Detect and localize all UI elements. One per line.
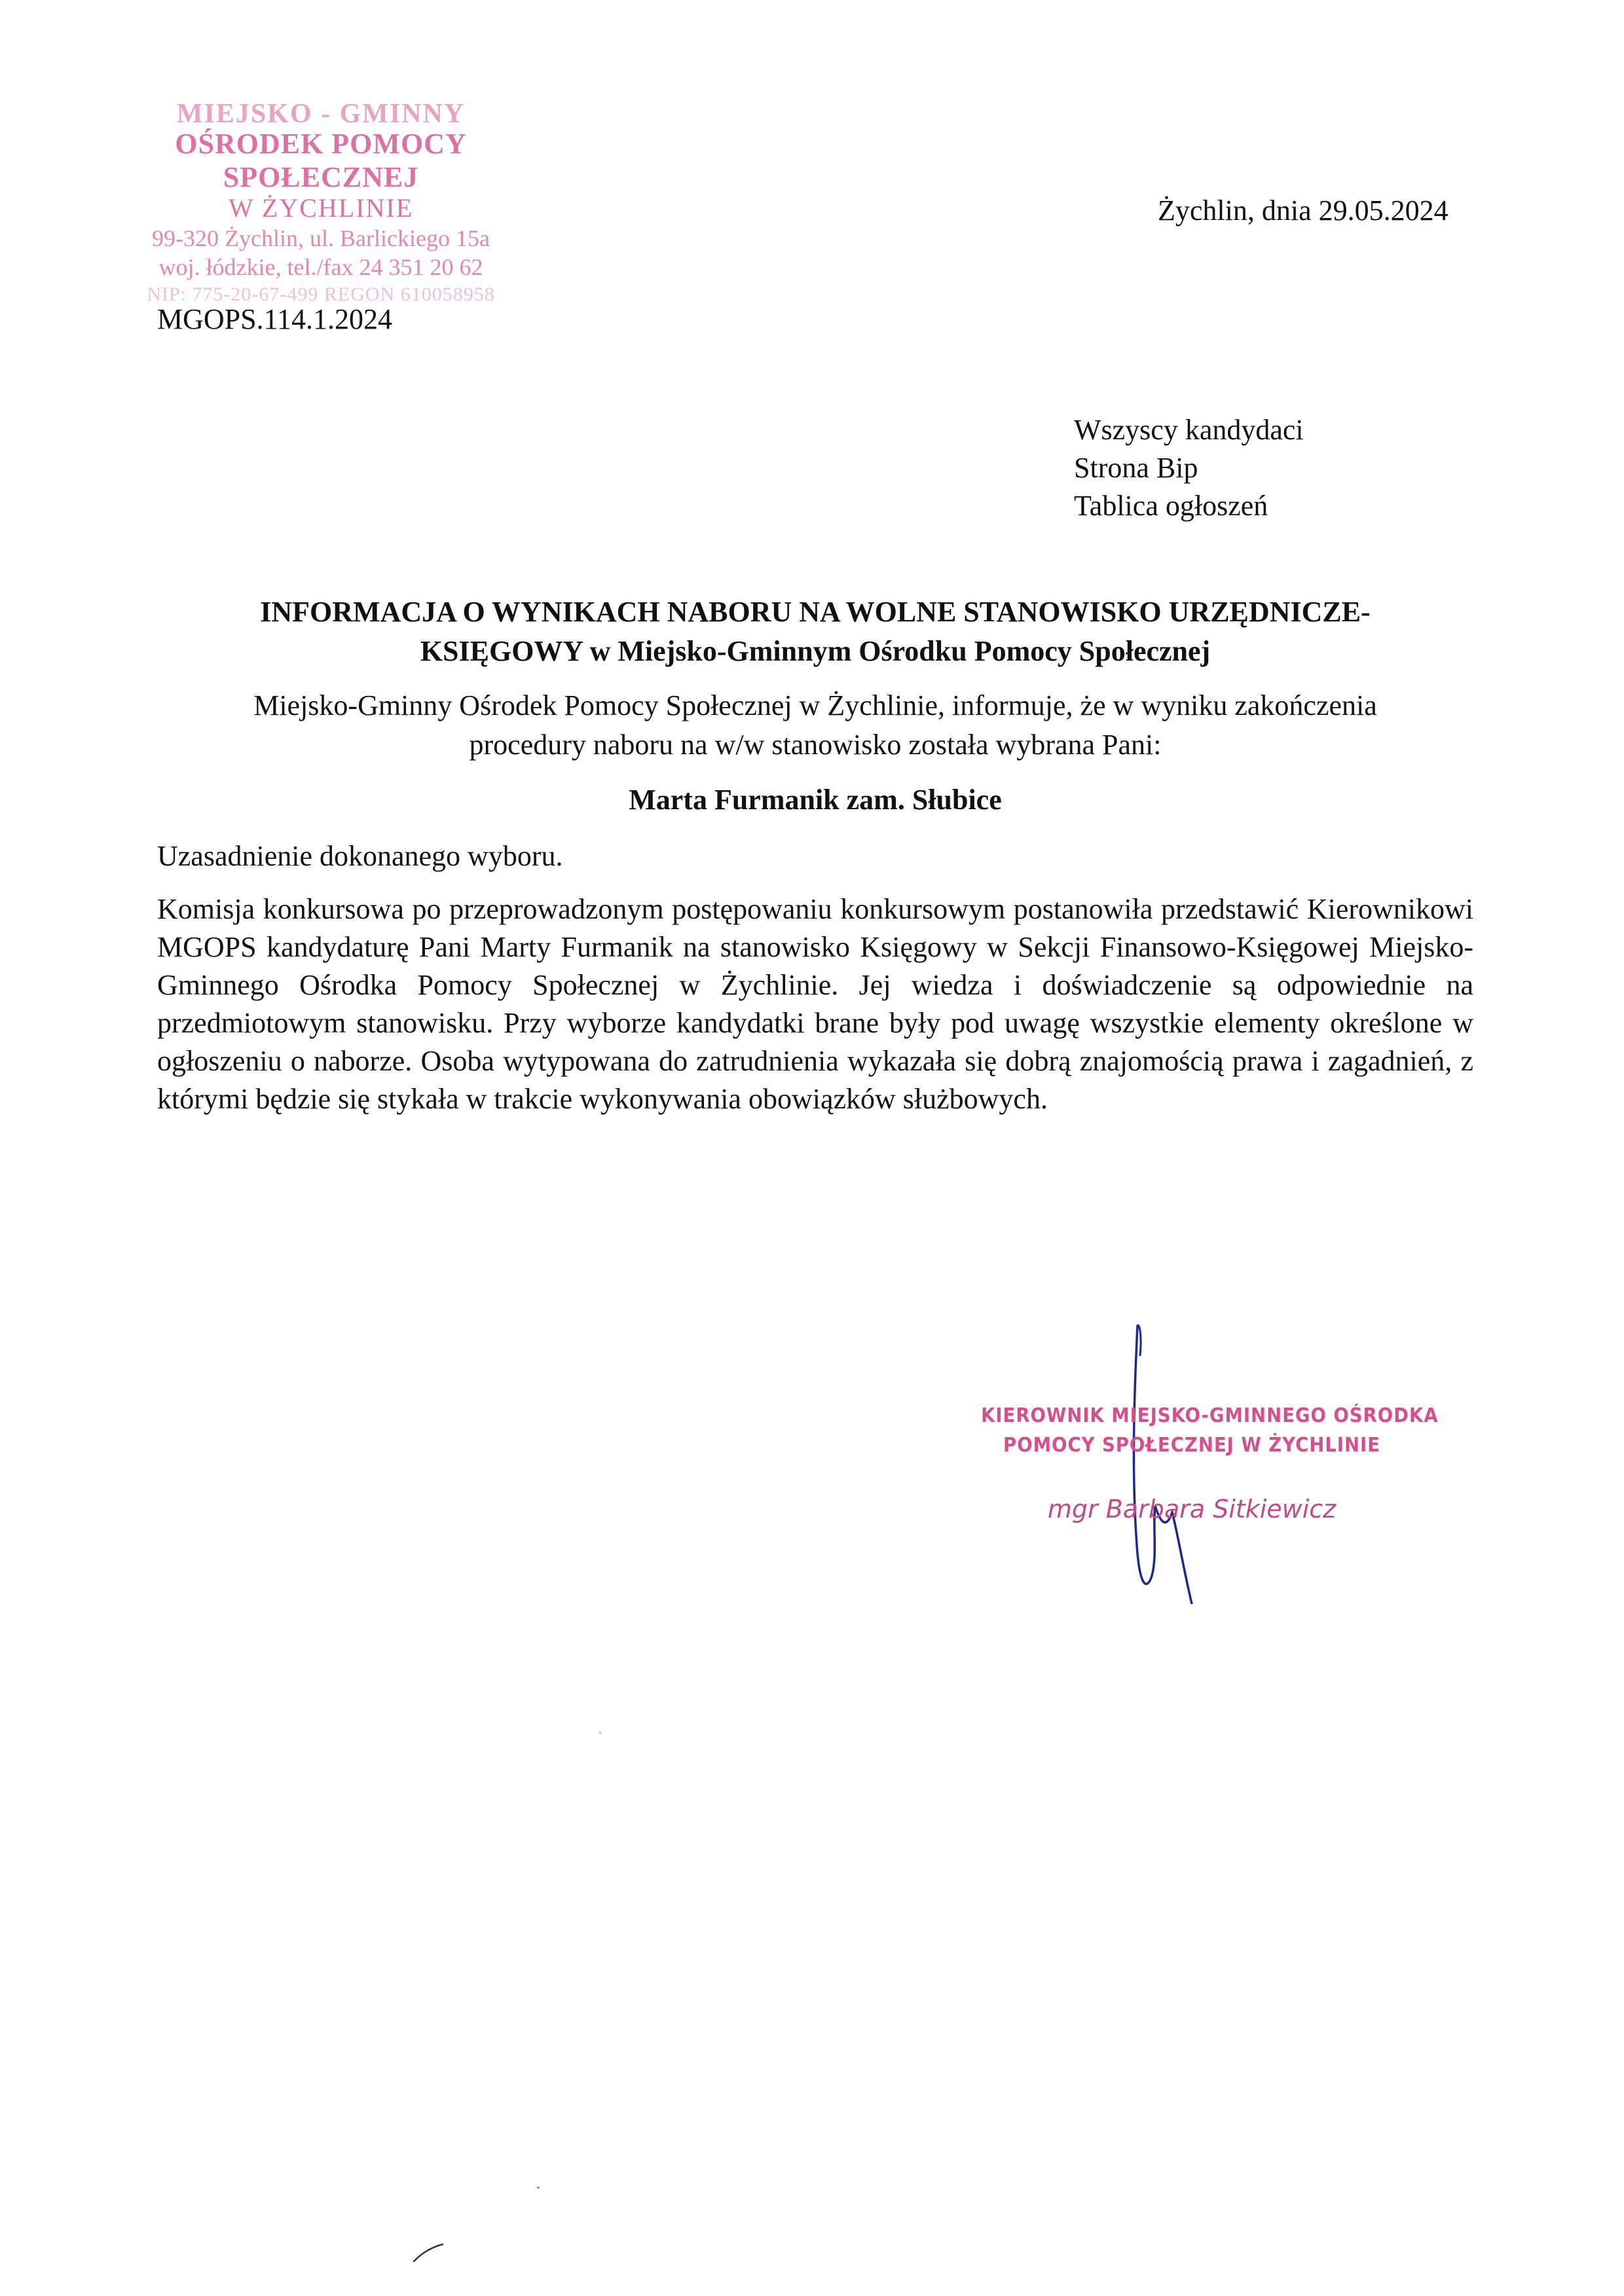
stamp-line: OŚRODEK POMOCY SPOŁECZNEJ	[175, 128, 467, 193]
intro-line: procedury naboru na w/w stanowisko została wybrana Pani:	[469, 729, 1162, 761]
heading-line: INFORMACJA O WYNIKACH NABORU NA WOLNE STANOWISKO URZĘDNICZE-	[260, 596, 1371, 628]
recipient: Tablica ogłoszeń	[1074, 490, 1268, 522]
signature-stamp-line: KIEROWNIK MIEJSKO-GMINNEGO OŚRODKA	[981, 1404, 1439, 1427]
intro-paragraph	[157, 686, 1473, 765]
recipient: Strona Bip	[1074, 452, 1198, 484]
stamp-line: MIEJSKO - GMINNY	[176, 99, 466, 129]
stamp-line: NIP: 775-20-67-499 REGON 610058958	[147, 283, 495, 305]
scan-speck	[537, 2187, 540, 2189]
signature-stamp-line: POMOCY SPOŁECZNEJ W ŻYCHLINIE	[1003, 1434, 1380, 1457]
recipients-list	[1074, 411, 1304, 525]
document-heading	[157, 592, 1473, 671]
recipient: Wszyscy kandydaci	[1074, 414, 1304, 446]
reference-number: MGOPS.114.1.2024	[157, 303, 392, 335]
chosen-candidate: Marta Furmanik zam. Słubice	[629, 784, 1002, 816]
justification-label: Uzasadnienie dokonanego wyboru.	[157, 840, 563, 872]
heading-line: KSIĘGOWY w Miejsko-Gminnym Ośrodku Pomocy Społecznej	[420, 635, 1211, 667]
stamp-line: 99-320 Żychlin, ul. Barlickiego 15a	[152, 225, 490, 251]
stamp-line: woj. łódzkie, tel./fax 24 351 20 62	[158, 254, 483, 280]
signatory-name: mgr Barbara Sitkiewicz	[1047, 1495, 1337, 1523]
justification-text: Komisja konkursowa po przeprowadzonym postępowaniu konkursowym postanowiła przedstawić Kierownikowi MGOPS kandydaturę Pani Marty Furmanik na stanowisko Księgowy w Sekcji Finansowo-Księgowej Miejsko-Gminnego Ośrodka Pomocy Społecznej w Żychlinie. Jej wiedza i doświadczenie są odpowiednie na przedmiotowym stanowisku. Przy wyborze kandydatki brane były pod uwagę wszystkie elementy określone w ogłoszeniu o naborze. Osoba wytypowana do zatrudnienia wykazała się dobrą znajomością prawa i zagadnień, z którymi będzie się stykała w trakcie wykonywania obowiązków służbowych.	[157, 893, 1473, 1115]
institution-stamp	[85, 98, 557, 306]
scan-speck	[599, 1732, 601, 1734]
intro-line: Miejsko-Gminny Ośrodek Pomocy Społecznej w Żychlinie, informuje, że w wyniku zakończenia	[253, 689, 1377, 721]
stamp-line: W ŻYCHLINIE	[228, 193, 414, 223]
document-date: Żychlin, dnia 29.05.2024	[1158, 194, 1449, 227]
signature-stamp	[963, 1404, 1439, 1523]
scan-mark	[411, 2239, 451, 2265]
